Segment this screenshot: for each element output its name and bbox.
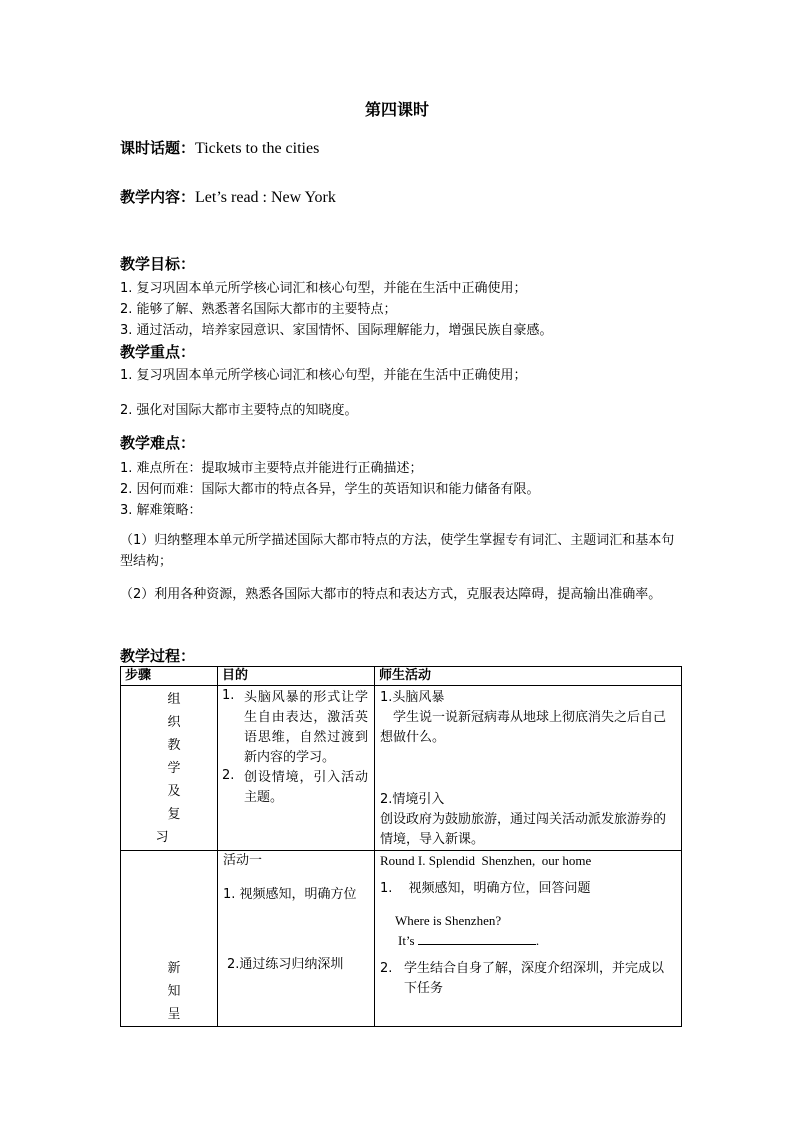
difficulty-item: 2. 因何而难：国际大都市的特点各异，学生的英语知识和能力储备有限。 <box>120 482 540 497</box>
topic-label: 课时话题： <box>120 139 196 157</box>
purpose-title: 活动一 <box>223 853 263 868</box>
purpose-text: 头脑风暴的形式让学生自由表达，激活英语思维，自然过渡到新内容的学习。 <box>244 690 368 765</box>
step-char: 织 <box>167 715 181 730</box>
step-char: 新 <box>167 961 181 976</box>
strategy-paragraph: （2）利用各种资源，熟悉各国际大都市的特点和表达方式，克服表达障碍，提高输出准确率。 <box>120 587 662 602</box>
answer-prefix: It’s <box>398 933 415 948</box>
content-line <box>120 186 336 207</box>
question-text: 学生结合自身了解，深度介绍深圳，并完成以下任务 <box>404 961 665 996</box>
table-row <box>121 851 682 1027</box>
question-item <box>380 959 681 999</box>
objective-item: 1. 复习巩固本单元所学核心词汇和核心句型，并能在生活中正确使用； <box>120 281 527 296</box>
step-char: 教 <box>167 738 181 753</box>
purpose-text: 创设情境，引入活动主题。 <box>244 770 368 805</box>
step-cell <box>121 851 218 1027</box>
purpose-number: 1. <box>222 688 235 703</box>
difficulties-heading: 教学难点： <box>120 434 196 452</box>
purpose-text: 1. 视频感知，明确方位 <box>223 887 357 902</box>
answer-line <box>398 931 681 951</box>
topic-value: Tickets to the cities <box>195 140 320 157</box>
column-header: 目的 <box>218 667 375 686</box>
table-header-row <box>121 667 682 686</box>
question-item <box>380 879 681 899</box>
step-char: 组 <box>167 692 181 707</box>
objectives-heading: 教学目标： <box>120 255 196 273</box>
step-cell <box>121 686 218 851</box>
purpose-text: 2.通过练习归纳深圳 <box>227 957 344 972</box>
difficulty-item: 1. 难点所在：提取城市主要特点并能进行正确描述； <box>120 461 423 476</box>
step-char: 习 <box>155 830 169 845</box>
objective-item: 2. 能够了解、熟悉著名国际大都市的主要特点； <box>120 302 397 317</box>
purpose-cell <box>218 851 375 1027</box>
question-text: 视频感知，明确方位，回答问题 <box>408 881 591 896</box>
step-char: 知 <box>167 984 181 999</box>
step-char: 复 <box>167 807 181 822</box>
answer-blank[interactable] <box>418 932 536 945</box>
table-row <box>121 686 682 851</box>
lesson-title: 第四课时 <box>364 100 429 119</box>
key-point-item: 2. 强化对国际大都市主要特点的知晓度。 <box>120 403 358 418</box>
step-char: 呈 <box>167 1007 181 1022</box>
activity-text: 学生说一说新冠病毒从地球上彻底消失之后自己想做什么。 <box>380 710 667 745</box>
key-points-heading: 教学重点： <box>120 343 196 361</box>
activity-title: 1.头脑风暴 <box>380 690 445 705</box>
answer-end: . <box>535 933 540 948</box>
process-table <box>120 666 682 1027</box>
column-header: 步骤 <box>121 667 218 686</box>
where-question: Where is Shenzhen? <box>395 913 502 928</box>
activity-cell <box>375 686 682 851</box>
difficulty-item: 3. 解难策略： <box>120 503 202 518</box>
activity-title: 2.情境引入 <box>380 792 445 807</box>
key-point-item: 1. 复习巩固本单元所学核心词汇和核心句型，并能在生活中正确使用； <box>120 368 527 383</box>
question-number: 1. <box>380 881 393 896</box>
process-heading: 教学过程： <box>120 647 196 665</box>
activity-text: 创设政府为鼓励旅游，通过闯关活动派发旅游券的情境，导入新课。 <box>380 812 667 847</box>
purpose-cell <box>218 686 375 851</box>
activity-cell <box>375 851 682 1027</box>
purpose-number: 2. <box>222 768 235 783</box>
column-header: 师生活动 <box>375 667 682 686</box>
topic-line <box>120 137 319 158</box>
objective-item: 3. 通过活动，培养家园意识、家国情怀、国际理解能力，增强民族自豪感。 <box>120 323 553 338</box>
content-value: Let’s read : New York <box>195 189 336 206</box>
step-char: 及 <box>167 784 181 799</box>
round-title: Round I. Splendid Shenzhen, our home <box>380 853 592 868</box>
question-number: 2. <box>380 961 393 976</box>
step-char: 学 <box>167 761 181 776</box>
content-label: 教学内容： <box>120 188 196 206</box>
strategy-paragraph: （1）归纳整理本单元所学描述国际大都市特点的方法，使学生掌握专有词汇、主题词汇和基本句型结构； <box>120 533 675 569</box>
